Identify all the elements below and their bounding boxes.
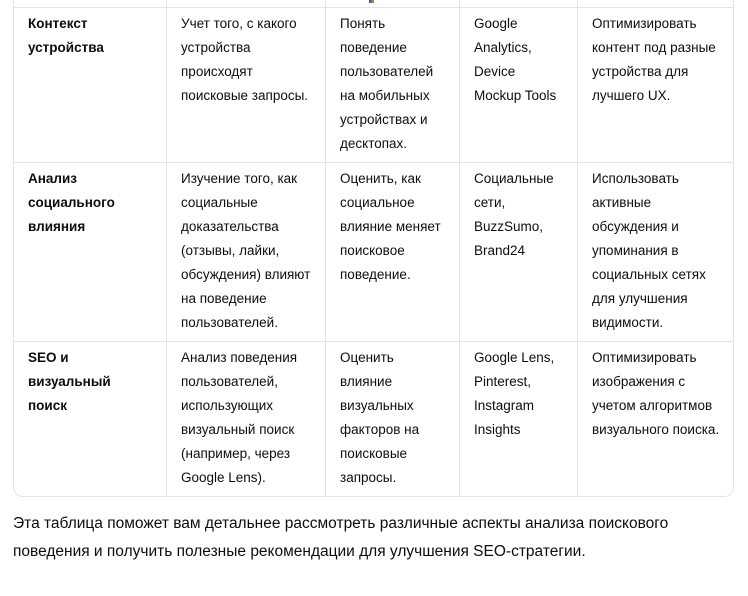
cutoff-text-fragment <box>369 0 374 3</box>
table-grid <box>14 0 733 496</box>
cell-aspect: Контекст устройства <box>14 7 166 162</box>
cell-recommendation: Использовать активные обсуждения и упоминания в социальных сетях для улучшения видимости. <box>577 162 733 341</box>
cutoff-row-cell <box>14 0 166 7</box>
cell-description: Учет того, с какого устройства происходят поисковые запросы. <box>166 7 325 162</box>
cell-goal: Оценить влияние визуальных факторов на поисковые запросы. <box>325 341 459 496</box>
cell-tools: Google Analytics, Device Mockup Tools <box>459 7 577 162</box>
cell-description: Анализ поведения пользователей, использующих визуальный поиск (например, через Google Lens). <box>166 341 325 496</box>
cell-description: Изучение того, как социальные доказательства (отзывы, лайки, обсуждения) влияют на поведение пользователей. <box>166 162 325 341</box>
cutoff-row-cell <box>577 0 733 7</box>
cell-recommendation: Оптимизировать изображения с учетом алгоритмов визуального поиска. <box>577 341 733 496</box>
cell-recommendation: Оптимизировать контент под разные устройства для лучшего UX. <box>577 7 733 162</box>
cutoff-row-cell <box>459 0 577 7</box>
closing-paragraph: Эта таблица поможет вам детальнее рассмотреть различные аспекты анализа поискового поведения и получить полезные рекомендации для улучшения SEO-стратегии. <box>13 515 669 560</box>
cell-goal: Оценить, как социальное влияние меняет поисковое поведение. <box>325 162 459 341</box>
cell-aspect: SEO и визуальный поиск <box>14 341 166 496</box>
cell-aspect: Анализ социального влияния <box>14 162 166 341</box>
cell-tools: Google Lens, Pinterest, Instagram Insights <box>459 341 577 496</box>
cell-goal: Понять поведение пользователей на мобильных устройствах и десктопах. <box>325 7 459 162</box>
cell-tools: Социальные сети, BuzzSumo, Brand24 <box>459 162 577 341</box>
seo-analysis-table <box>13 0 734 497</box>
cutoff-row-cell <box>166 0 325 7</box>
cutoff-row-cell <box>325 0 459 7</box>
